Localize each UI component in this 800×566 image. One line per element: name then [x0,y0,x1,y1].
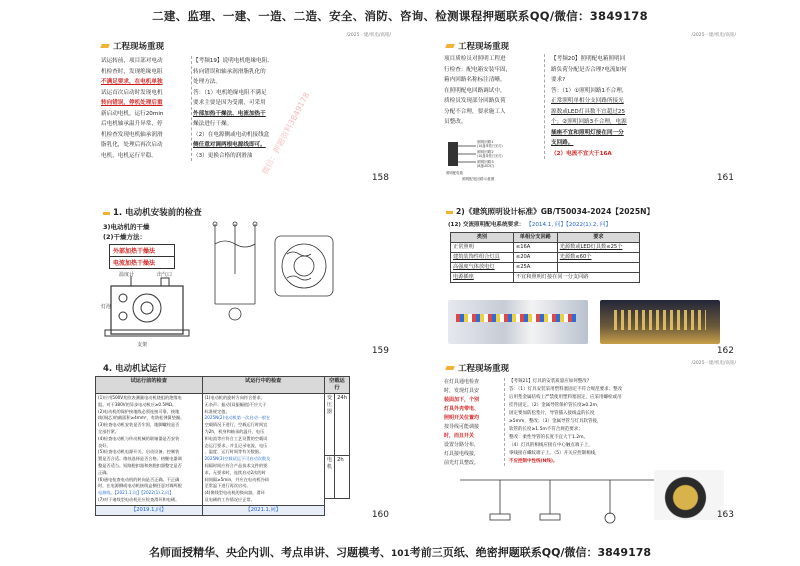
page-number: 158 [371,173,389,183]
page-footer: 名师面授精华、央企内训、考点串讲、习题模考、101考前三页纸、绝密押题联系QQ/微信：3849178 [148,546,652,559]
figure-label: 支架 [137,342,148,348]
lighting-circuit-diagram [446,132,538,188]
page-number: 159 [371,346,389,356]
lamp-installation-diagram [460,474,660,530]
slide-162 [440,200,740,360]
slide-159 [95,200,395,360]
scenario-text: 试运转前，项目部对电动 机检查时，发现绝缘电阻 不满足要求，在电机单独 试运首次启动时发现电机 转向错误，停机处理后重 新启动电机，运行20min 后电机轴承温升异常，停 机检查发现电机轴承润滑 脂乳化，处理后再次启动 电机，电机运行平稳。 [101,56,192,161]
slide-title: 工程现场重现 [446,362,509,374]
page-number: 161 [716,173,734,183]
trial-run-table: 试运行前的检查 试运行中的检查 空载运行 (1)应用500V兆欧表测量电动机绕组的绝缘电 阻。对于380V的异步电动机应≥0.5MΩ。 (2)电动机的保护接地线必须连接可靠，接地 线(铜芯)的截面积≥4mm²，有防松弹簧垫圈。 (3)检查电动机安装是否牢固，地脚螺栓是否 全部拧紧。 (4)检查电动机与传动机械的联轴器是否安装 良好。 (5)检查电动机电源开关、启动设备、控制装 置是否合适。熔丝选择是否合格。热继电器调 整是否适当。短路脱扣器和热脱扣器整定是否 正确。 (6)通电检查电动机的转向是否正确。不正确 时，在电源侧或电动机接线盒侧任意对调两根 电源线。【2021.1,问】【2022(1).2,问】 (7)对于诸线型电动机还应检查滑环和电刷。 (1)电动机的旋转方向符合要求， 无杂声。振动(双振幅值)不应大于 标准规定值。 2025N(2)电动机第一次启动一般在 空载情况下进行，空载运行时间宜 为2h，机身和轴承的温升、电压 和电流等应符合工艺设置的空载试 态运行要求，并且记录电流、电压 、温度、运行时间等有关数据。 2025N(3)空载试运下可启动次数及 间隔时间应符合产品技术文件的要 求。无要求时，连续启动2次的时 间间隔≥5min，并应在电动机冷却 至常温下进行再次启动。 (4)换线型电动机的换向器，滑环 及电刷的工作情况应正常。 变压器 24h 电机 2h 【2019.1,问】 【2021.1,问】 [95,376,350,516]
answer-text: 【考频21】灯具的安装质量应如何整改? 答：（1）灯具安装采用塑料塞固定不符合规范要求；整改 后用垫金属结构上严禁使用塑料塞固定，应采用螺栓或吊 挂件固定。（2）金属导管保护管长度≥0.2m， 固定要加防松垫片，导管插入接线盒的长度 ≥5mm，整改；（3）金属导管与灯具软管接， 软管的长度≥1.5m不符合规范要求； 整改：柔性导管的长度不宜大于1.2m。 （4）灯具的相线应接在中心触点端子上， 零线接在螺纹端子上。（5）开关应控制相线， 不应控制中性线(N线)。 [504,378,741,466]
circuit-label: 照明回路1 [477,140,494,144]
table-header-row: 类别 单相分支回路 要求 [451,233,640,243]
table-row: 电源插座 不宜和照明灯接在同一分支回路 [451,273,640,283]
title-marker-icon [446,211,453,214]
section-heading: 1. 电动机安装前的检查 [103,206,202,218]
section-heading: 2)《建筑照明设计标准》GB/T50034-2024【2025N】 [446,206,654,217]
during-run-checks: (1)电动机的旋转方向符合要求， 无杂声。振动(双振幅值)不应大于 标准规定值。 2025N(2)电动机第一次启动一般在 空载情况下进行，空载运行时间宜 为2h，机身和轴承的温升、电压 和电流等应符合工艺设置的空载试 态运行要求，并且记录电流、电压 、温度、运行时间等有关数据。 2025N(3)空载试运下可启动次数及 间隔时间应符合产品技术文件的要 求。无要求时，连续启动2次的时 间间隔≥5min，并应在电动机冷却 至常温下进行再次启动。 (4)换线型电动机的换向器，滑环 及电刷的工作情况应正常。 [202,394,324,506]
slide-158 [95,32,395,187]
circuit-label: (10盏单管日光灯) [477,154,503,158]
distribution-box-photo [448,300,588,344]
circuit-label: 照明回路3 [477,160,494,164]
lighting-requirements-table [450,232,640,283]
page-header: 二建、监理、一建、一造、二造、安全、消防、咨询、检测课程押题联系QQ/微信：3849178 [152,9,648,23]
slide-tag: /2025一建/机电/高铭/ [691,33,736,38]
slide-tag: /2025一建/机电/高铭/ [691,361,736,366]
lamp-socket-photo [654,470,724,520]
circuit-label: 照明回路2 [477,150,494,154]
title-marker-icon [445,366,454,370]
slide-title: 工程现场重现 [101,40,164,52]
answer-text: 【考频19】说明电机绝缘电阻、 转向错误和轴承润滑脂乳化的 处理方法。 答：（1）电机绝缘电阻不满足 要求主要是因为受潮，可采用 外部加热干燥法、电流加热干 燥法进行干燥。 （2）在电源侧或电动机接线盒 侧任意对调两根电源线即可。 （3）更换合格的润滑油 [193,58,273,159]
drying-oven-figure [101,270,193,350]
method-box: 外部加热干燥法 电流加热干燥法 [109,244,175,269]
slide-161 [440,32,740,187]
pre-run-checks: (1)应用500V兆欧表测量电动机绕组的绝缘电 阻。对于380V的异步电动机应≥0.5MΩ。 (2)电动机的保护接地线必须连接可靠，接地 线(铜芯)的截面积≥4mm²，有防松弹簧垫圈。 (3)检查电动机安装是否牢固，地脚螺栓是否 全部拧紧。 (4)检查电动机与传动机械的联轴器是否安装 良好。 (5)检查电动机电源开关、启动设备、控制装 置是否合适。熔丝选择是否合格。热继电器调 整是否适当。短路脱扣器和热脱扣器整定是否 正确。 (6)通电检查电动机的转向是否正确。不正确 时，在电源侧或电动机接线盒侧任意对调两根 电源线。【2021.1,问】【2022(1).2,问】 (7)对于诸线型电动机还应检查滑环和电刷。 [96,394,203,506]
circuit-label: (10盏单管日光灯) [477,144,503,148]
section-heading: 4. 电动机试运行 [103,364,167,374]
panel-label: 照明配电箱 [446,171,463,175]
subheading: (12) 交流照明配电系统要求： 【2014.1, 问】【2022(1).2, 问】 [448,222,612,228]
subheading: 3)电动机的干燥 [103,223,150,231]
motor-current-drying-figure [195,214,345,334]
title-marker-icon [100,44,109,48]
circuit-label: (8盏LED灯) [477,164,495,168]
slide-title: 工程现场重现 [446,40,509,52]
title-marker-icon [103,212,110,215]
subheading: (2)干燥方法： [103,233,146,241]
scenario-text: 项目质检员对照明工程进 行检查：配电箱安装牢固， 箱内回路名称标注清晰。 在照明配电回路调试中， 质检员发现部分回路负荷 分配不合理，要求施工人 员整改。 [444,56,512,125]
scenario-text: 在灯具通电检查 时，发现灯具安 装面加下，个别 灯具外壳带电、 照明开关位置均 按导线可能调接 时，而且开关 设置分路分布， 灯具接电线接， 前光灯具整改。 [444,379,480,466]
table-row: 正常照明 ≤16A 光源数或LED灯具数≤25个 [451,243,640,253]
watermark: 微信：押题资料3849178 [260,90,312,177]
title-marker-icon [445,44,454,48]
page-number: 160 [371,510,389,520]
figure-label: 温度计 [119,272,135,278]
table-row: 建筑装饰性组合灯具 ≤20A 光源数≤60个 [451,253,640,263]
slide-163 [440,362,740,534]
answer-text: 【考频20】照明配电箱照明回 路负荷分配是否合理?电流如何 要求? 答：（1）①照明回路1不合理， 正常照明单相分支回路所接光 源数或LED灯具数不宜超过25 个；②照明回路3不合理，电源 插座不宜和照明灯接在同一分 支回路。 （2）电流不宜大于16A [544,54,741,159]
table-row: 高强度气体放电灯 ≤25A [451,263,640,273]
figure-label: 出气口 [157,272,173,278]
page-number: 163 [716,510,734,520]
figure-label: 灯泡 [101,304,112,310]
slide-tag: /2025一建/机电/高铭/ [346,33,391,38]
building-lighting-photo [600,300,720,344]
diagram-caption: 照明配电回路示意图 [462,177,495,181]
page-number: 162 [716,346,734,356]
slide-160 [95,362,395,534]
